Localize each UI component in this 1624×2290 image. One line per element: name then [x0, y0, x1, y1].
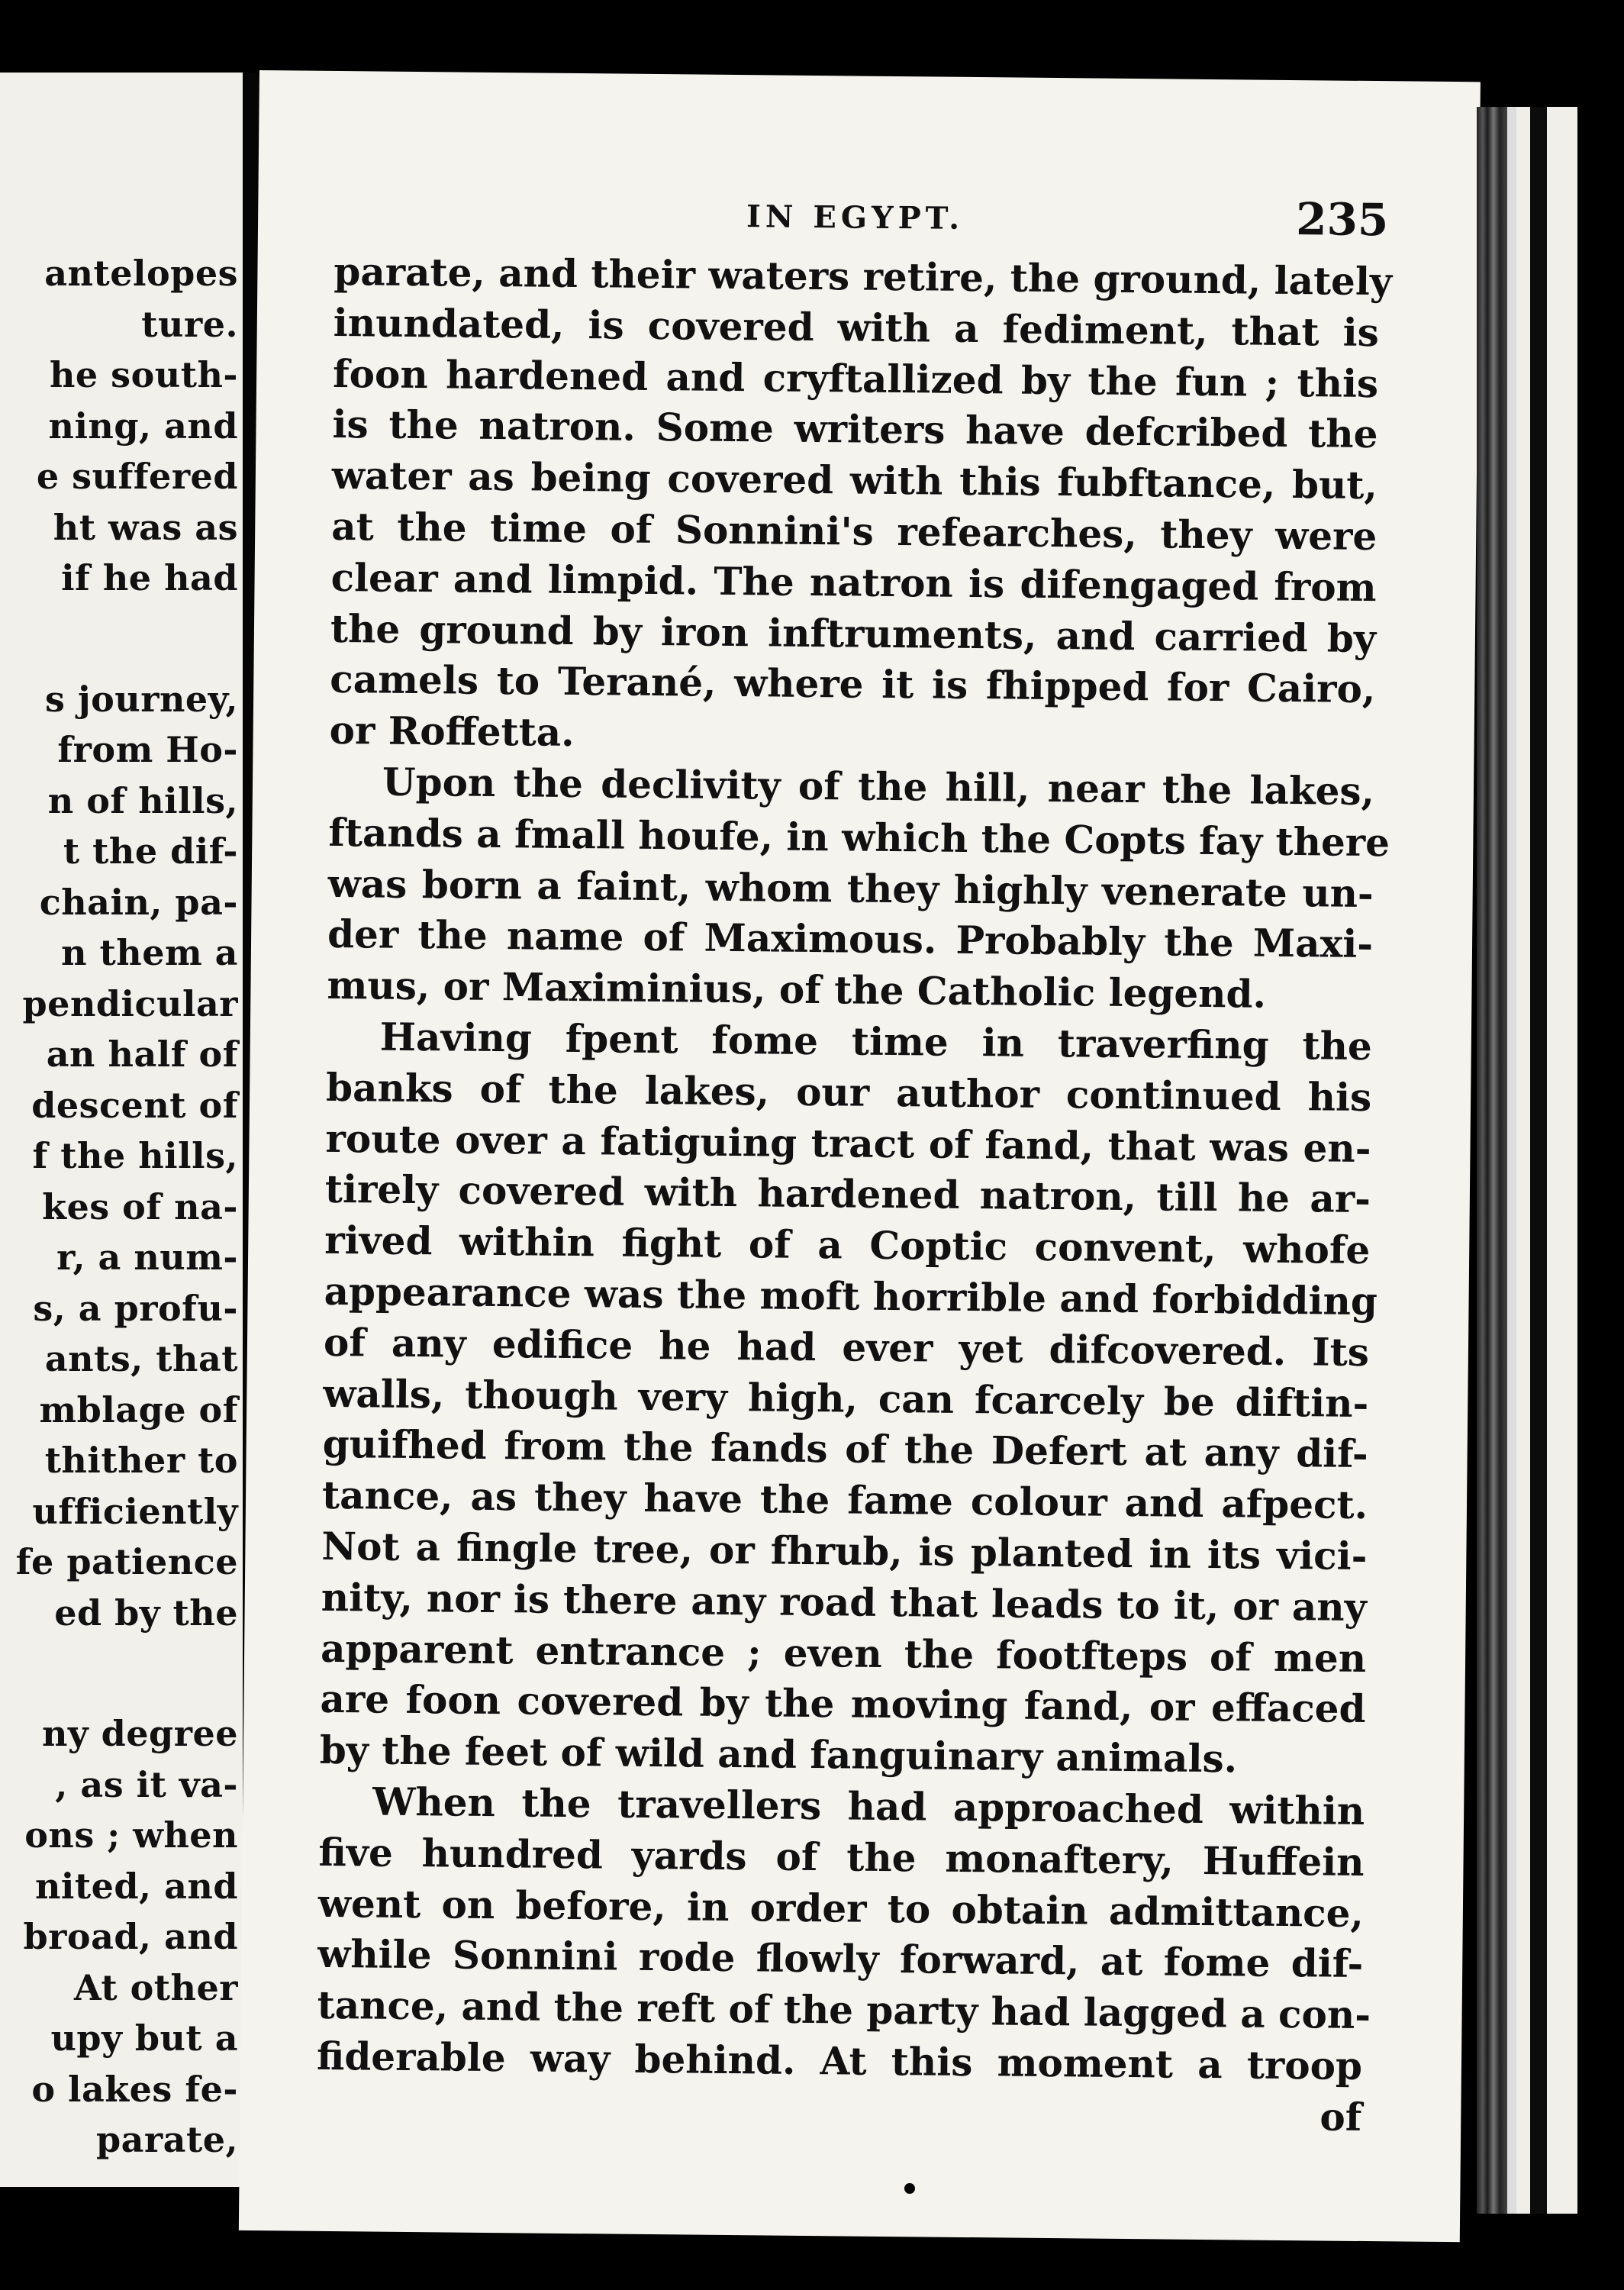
- running-head: IN EGYPT.: [746, 198, 965, 237]
- left-text-block-3: [16, 1708, 238, 2166]
- page-edges: [1530, 107, 1547, 2214]
- text-line: went on before, in order to obtain admittance,: [317, 1880, 1365, 1936]
- text-line: apparent entrance ; even the footfteps of men: [320, 1625, 1367, 1681]
- text-line: walls, though very high, can fcarcely be diftin-: [323, 1370, 1369, 1426]
- text-line: rived within fight of a Coptic convent, whofe: [324, 1218, 1371, 1273]
- left-page-text: [16, 248, 238, 2166]
- left-text-line: r, a num-: [56, 1237, 238, 1278]
- text-line: tirely covered with hardened natron, till he ar-: [324, 1166, 1371, 1222]
- left-text-line: s journey,: [45, 678, 238, 720]
- right-page: [239, 70, 1481, 2242]
- left-text-line: mblage of: [39, 1389, 238, 1430]
- text-line: the ground by iron inftruments, and carried by: [330, 605, 1377, 661]
- left-page-fragment: [0, 73, 243, 2187]
- left-text-line: At other: [73, 1966, 238, 2008]
- page-edges: [1547, 107, 1577, 2214]
- left-text-line: he south-: [49, 354, 238, 395]
- left-text-line: if he had: [61, 557, 238, 598]
- left-text-line: s, a profu-: [33, 1287, 238, 1329]
- left-text-line: antelopes: [44, 253, 238, 294]
- left-text-line: thither to: [44, 1440, 238, 1481]
- text-line: fiderable way behind. At this moment a troop: [316, 2033, 1363, 2088]
- text-line: by the feet of wild and fanguinary animals.: [319, 1727, 1238, 1782]
- text-line: are foon covered by the moving fand, or effaced: [320, 1676, 1366, 1732]
- left-paragraph-gap: [16, 1638, 238, 1708]
- left-text-line: nited, and: [34, 1865, 238, 1907]
- text-line: route over a fatiguing tract of fand, that was en-: [325, 1115, 1371, 1171]
- left-text-line: ht was as: [53, 506, 238, 548]
- text-line: foon hardened and cryftallized by the fun ; this: [332, 350, 1379, 406]
- page-edges: [1577, 107, 1624, 2214]
- page-number: 235: [1295, 193, 1389, 247]
- left-text-line: descent of: [31, 1084, 238, 1126]
- left-text-line: n of hills,: [47, 779, 238, 821]
- left-text-line: broad, and: [23, 1916, 238, 1957]
- text-line: Having fpent fome time in traverfing the: [379, 1014, 1373, 1069]
- text-line: guifhed from the fands of the Defert at any dif-: [322, 1421, 1368, 1477]
- text-line: appearance was the moft horrible and forbidding: [324, 1268, 1378, 1324]
- text-line: tance, and the reft of the party had lagged a con-: [317, 1982, 1371, 2038]
- left-text-line: ture.: [141, 303, 238, 345]
- text-line: while Sonnini rode flowly forward, at fome dif-: [317, 1931, 1364, 1987]
- left-text-line: e suffered: [36, 456, 238, 497]
- left-paragraph-gap: [16, 604, 238, 674]
- text-line: at the time of Sonnini's refearches, they were: [330, 503, 1378, 560]
- text-line: inundated, is covered with a fediment, that is: [333, 299, 1380, 355]
- text-line: water as being covered with this fubftance, but,: [331, 453, 1378, 508]
- left-text-line: from Ho-: [57, 729, 238, 770]
- text-line: is the natron. Some writers have defcribed the: [332, 402, 1378, 457]
- text-line: clear and limpid. The natron is difengaged from: [330, 554, 1377, 610]
- left-text-line: chain, pa-: [39, 881, 238, 923]
- text-line: tance, as they have the fame colour and afpect.: [321, 1472, 1368, 1528]
- left-text-block-1: [16, 248, 238, 604]
- left-text-line: , as it va-: [55, 1763, 238, 1805]
- left-text-line: ons ; when: [24, 1814, 238, 1856]
- left-text-line: ed by the: [54, 1592, 238, 1634]
- catchword: of: [1320, 2094, 1362, 2140]
- text-line: five hundred yards of the monaftery, Huffein: [318, 1829, 1365, 1885]
- left-text-line: fe patience: [15, 1541, 238, 1582]
- page-edges: [1477, 107, 1507, 2214]
- text-line: or Roffetta.: [329, 708, 575, 756]
- left-text-line: an half of: [46, 1034, 238, 1075]
- left-text-line: n them a: [61, 932, 238, 973]
- left-text-line: pendicular: [22, 982, 238, 1024]
- left-text-line: upy but a: [50, 2017, 238, 2059]
- left-text-line: o lakes fe-: [31, 2068, 238, 2110]
- text-line: When the travellers had approached within: [372, 1779, 1365, 1834]
- left-text-line: ning, and: [48, 405, 238, 447]
- left-text-line: ny degree: [41, 1713, 238, 1754]
- left-text-line: f the hills,: [32, 1135, 238, 1176]
- text-line: banks of the lakes, our author continued his: [325, 1064, 1372, 1120]
- text-line: camels to Terané, where it is fhipped for Cairo,: [330, 656, 1376, 712]
- page-edges: [1516, 107, 1530, 2214]
- body-text: [316, 247, 1393, 2143]
- text-line: der the name of Maximous. Probably the Maxi-: [327, 911, 1374, 967]
- text-line: was born a faint, whom they highly venerate un-: [327, 860, 1374, 916]
- text-line: parate, and their waters retire, the ground, lately: [334, 248, 1393, 305]
- text-line: nity, nor is there any road that leads to it, or any: [321, 1574, 1368, 1630]
- left-text-line: t the dif-: [63, 831, 238, 872]
- left-text-block-2: [16, 674, 238, 1639]
- page-edges: [1507, 107, 1516, 2214]
- text-line: Upon the declivity of the hill, near the lakes,: [382, 759, 1375, 814]
- left-text-line: ufficiently: [32, 1490, 238, 1532]
- left-text-line: ants, that: [44, 1338, 238, 1379]
- text-line: mus, or Maximinius, of the Catholic legend.: [327, 963, 1267, 1017]
- ink-speck: [904, 2183, 915, 2194]
- text-line: of any edifice he had ever yet difcovered. Its: [323, 1319, 1370, 1375]
- text-line: Not a fingle tree, or fhrub, is planted in its vici-: [321, 1523, 1368, 1579]
- text-line: ftands a fmall houfe, in which the Copts fay there: [328, 809, 1390, 866]
- left-text-line: parate,: [95, 2119, 238, 2160]
- left-text-line: kes of na-: [42, 1185, 238, 1227]
